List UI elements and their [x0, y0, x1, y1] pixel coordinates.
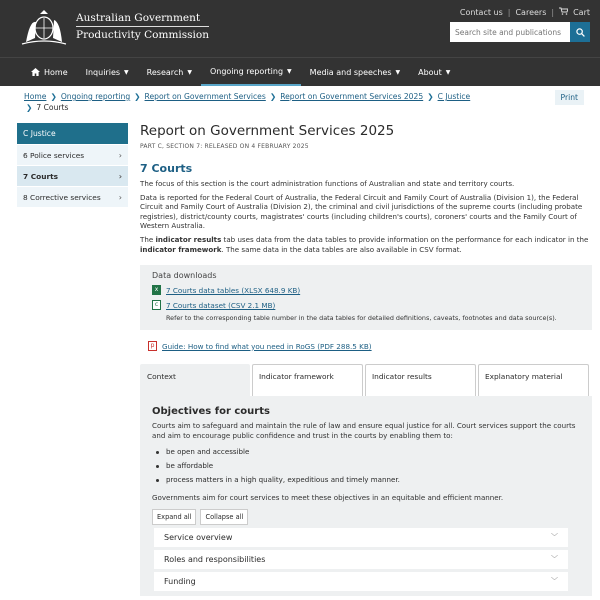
- accordion-controls: [152, 509, 580, 525]
- accordion-service-overview[interactable]: [154, 528, 568, 547]
- indicator-results-emphasis: indicator results: [155, 234, 222, 244]
- expand-all-button[interactable]: Expand all: [152, 509, 196, 525]
- text-part: The: [140, 234, 156, 244]
- logo-line-commission: Productivity Commission: [76, 26, 209, 43]
- site-header: [0, 0, 600, 57]
- tab-explanatory-material[interactable]: Explanatory material: [478, 364, 589, 396]
- breadcrumb-current: 7 Courts: [36, 103, 69, 112]
- main-content: [140, 123, 592, 596]
- coat-of-arms-icon: [18, 8, 70, 46]
- caret-down-icon: ▼: [187, 68, 192, 76]
- intro-text: The focus of this section is the court administration functions of Australian and state and territory courts.: [140, 179, 515, 188]
- objectives-list: [156, 445, 580, 487]
- nav-research[interactable]: [138, 58, 201, 86]
- chevron-down-icon: ﹀: [551, 533, 558, 542]
- indicator-framework-emphasis: indicator framework: [140, 244, 222, 254]
- pdf-file-icon: p: [148, 341, 157, 351]
- link-separator: |: [551, 7, 555, 17]
- site-logo[interactable]: [18, 8, 209, 46]
- page-title: Report on Government Services 2025: [140, 123, 395, 139]
- search-icon: [576, 28, 585, 37]
- nav-label: Inquiries: [85, 67, 121, 77]
- breadcrumb-home[interactable]: Home: [24, 92, 47, 101]
- nav-about[interactable]: [409, 58, 459, 86]
- print-button[interactable]: Print: [555, 90, 584, 105]
- logo-line-government: Australian Government: [76, 12, 201, 24]
- download-item: [152, 300, 580, 310]
- data-downloads-heading: Data downloads: [152, 271, 217, 281]
- sidebar-item-label: 7 Courts: [23, 172, 59, 181]
- caret-down-icon: ▼: [287, 67, 292, 75]
- tab-indicator-framework[interactable]: Indicator framework: [252, 364, 363, 396]
- breadcrumb-c-justice[interactable]: C Justice: [437, 92, 471, 101]
- xlsx-download-link[interactable]: 7 Courts data tables (XLSX 648.9 KB): [166, 285, 301, 295]
- excel-file-icon: x: [152, 285, 161, 295]
- chevron-right-icon: ❯: [134, 92, 141, 101]
- nav-label: Home: [44, 67, 68, 77]
- main-nav: [0, 57, 600, 86]
- nav-inquiries[interactable]: [77, 58, 138, 86]
- data-reported-text: Data is reported for the Federal Court of Australia, the Federal Circuit and Family Court of Australia (Division 1), the Federal Circuit and Family Court of Australia (Division 2), the criminal and civil jurisdictions of the supreme courts (including probate registries), district/county courts, magistrates' courts (including children's courts), coroners' courts and the Family Court of Western Australia.: [140, 192, 583, 231]
- nav-label: Ongoing reporting: [209, 66, 284, 76]
- accordion-label: Service overview: [164, 532, 233, 542]
- section-title: 7 Courts: [140, 162, 193, 175]
- nav-home[interactable]: [22, 58, 77, 86]
- accordion-label: Funding: [164, 576, 196, 586]
- chevron-down-icon: ﹀: [551, 555, 558, 564]
- governments-aim-text: Governments aim for court services to meet these objectives in an equitable and efficient manner.: [152, 493, 504, 503]
- accordion-roles-and-responsibilities[interactable]: [154, 550, 568, 569]
- section-sidebar: [17, 123, 128, 207]
- sidebar-item-courts[interactable]: [17, 166, 128, 186]
- sidebar-item-label: 6 Police services: [23, 151, 85, 160]
- guide-pdf-link[interactable]: Guide: How to find what you need in RoGS (PDF 288.5 KB): [162, 341, 372, 351]
- breadcrumb-rogs[interactable]: Report on Government Services: [144, 92, 266, 101]
- context-panel: [140, 396, 592, 596]
- accordion-funding[interactable]: [154, 572, 568, 591]
- nav-ongoing-reporting[interactable]: [201, 58, 301, 86]
- chevron-right-icon: ❯: [26, 103, 33, 112]
- contact-us-link[interactable]: Contact us: [459, 7, 503, 17]
- indicator-results-text: [140, 235, 592, 254]
- chevron-right-icon: ❯: [269, 92, 277, 101]
- careers-link[interactable]: Careers: [515, 7, 547, 17]
- sidebar-item-corrective-services[interactable]: [17, 187, 128, 207]
- sidebar-item-label: 8 Corrective services: [23, 193, 101, 202]
- text-part: . The same data in the data tables are also available in CSV format.: [221, 244, 462, 254]
- tab-indicator-results[interactable]: Indicator results: [365, 364, 476, 396]
- download-item: [152, 285, 580, 295]
- sidebar-item-police-services[interactable]: [17, 145, 128, 165]
- chevron-right-icon: ›: [118, 172, 122, 181]
- search-button[interactable]: [570, 22, 590, 42]
- release-meta: PART C, SECTION 7: RELEASED ON 4 FEBRUARY 2025: [140, 143, 309, 150]
- text-part: tab uses data from the data tables to provide information on the performance for each indicator in the: [221, 234, 589, 244]
- breadcrumb-rogs-2025[interactable]: Report on Government Services 2025: [280, 92, 424, 101]
- breadcrumb: [24, 91, 524, 113]
- chevron-right-icon: ❯: [50, 92, 57, 101]
- chevron-right-icon: ›: [118, 151, 122, 160]
- nav-label: Media and speeches: [309, 67, 392, 77]
- tab-context[interactable]: Context: [140, 364, 250, 396]
- list-item: process matters in a high quality, expeditious and timely manner.: [156, 473, 580, 487]
- list-item: be open and accessible: [156, 445, 580, 459]
- collapse-all-button[interactable]: Collapse all: [200, 509, 248, 525]
- cart-icon[interactable]: [559, 7, 568, 17]
- downloads-note: Refer to the corresponding table number in the data tables for detailed definitions, caveats, footnotes and data source(s).: [166, 314, 557, 323]
- chevron-right-icon: ❯: [427, 92, 434, 101]
- nav-label: Research: [146, 67, 184, 77]
- guide-row: [148, 341, 592, 351]
- accordion-label: Roles and responsibilities: [164, 554, 266, 564]
- objectives-heading: Objectives for courts: [152, 406, 270, 418]
- logo-text: [76, 11, 209, 43]
- caret-down-icon: ▼: [445, 68, 451, 76]
- nav-label: About: [418, 67, 442, 77]
- chevron-down-icon: ﹀: [551, 577, 558, 586]
- csv-file-icon: c: [152, 300, 161, 310]
- nav-media-and-speeches[interactable]: [301, 58, 409, 86]
- link-separator: |: [507, 7, 511, 17]
- caret-down-icon: ▼: [395, 68, 401, 76]
- chevron-right-icon: ›: [118, 193, 122, 202]
- site-search: [450, 22, 590, 42]
- search-input[interactable]: [450, 22, 570, 42]
- cart-link[interactable]: Cart: [573, 7, 590, 17]
- caret-down-icon: ▼: [124, 68, 129, 76]
- breadcrumb-ongoing-reporting[interactable]: Ongoing reporting: [60, 92, 131, 101]
- home-icon: [31, 68, 40, 76]
- content-tabs: [140, 364, 592, 396]
- sidebar-heading-c-justice[interactable]: C Justice: [17, 123, 128, 144]
- utility-links: [460, 7, 590, 17]
- csv-download-link[interactable]: 7 Courts dataset (CSV 2.1 MB): [166, 300, 276, 310]
- objectives-text: Courts aim to safeguard and maintain the rule of law and ensure equal justice for all. Court services support the courts and aim to encourage public confidence and trust in the courts by enabling them to:: [152, 421, 576, 440]
- list-item: be affordable: [156, 459, 580, 473]
- data-downloads-box: [140, 265, 592, 330]
